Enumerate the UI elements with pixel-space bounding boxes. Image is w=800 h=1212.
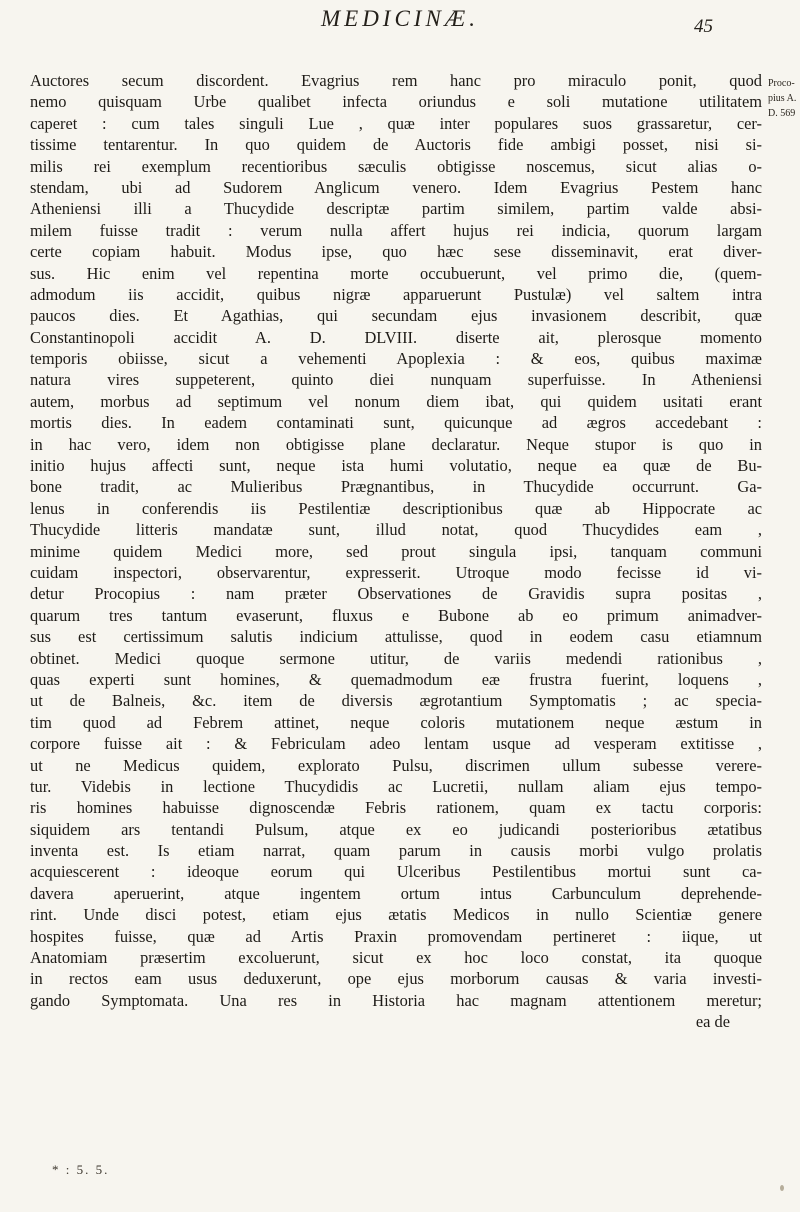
text-line: Constantinopoli accidit A. D. DLVIII. diserte ait, plerosque momento xyxy=(30,327,762,347)
ink-smudge xyxy=(780,1185,784,1191)
text-line: rint. Unde disci potest, etiam ejus ætatis Medicos in nullo Scientiæ genere xyxy=(30,905,762,925)
text-line: hospites fuisse, quæ ad Artis Praxin promovendam pertineret : iique, ut xyxy=(30,926,762,946)
text-line: ris homines habuisse dignoscendæ Febris rationem, quam ex tactu corporis: xyxy=(30,798,762,818)
text-line: tissime tentarentur. In quo quidem de Auctoris fide ambigi posset, nisi si- xyxy=(30,135,762,155)
margin-note-line: Proco- xyxy=(768,78,795,89)
text-line: stendam, ubi ad Sudorem Anglicum venero. Idem Evagrius Pestem hanc xyxy=(30,177,762,197)
text-line: lenus in conferendis iis Pestilentiæ descriptionibus quæ ab Hippocrate ac xyxy=(30,498,762,518)
running-head: MEDICINÆ. xyxy=(320,6,480,31)
text-line: temporis obiisse, sicut a vehementi Apoplexia : & eos, quibus maximæ xyxy=(30,349,762,369)
text-line: Thucydide litteris mandatæ sunt, illud notat, quod Thucydides eam , xyxy=(30,520,762,540)
catchword: ea de xyxy=(695,1012,730,1032)
text-line: in hac vero, idem non obtigisse plane declaratur. Neque stupor is quo in xyxy=(30,434,762,454)
margin-note xyxy=(768,76,798,121)
text-line: paucos dies. Et Agathias, qui secundam ejus invasionem describit, quæ xyxy=(30,306,762,326)
text-line: ut ne Medicus quidem, explorato Pulsu, discrimen ullum subesse verere- xyxy=(30,755,762,775)
text-line: minime quidem Medici more, sed prout singula ipsi, tanquam communi xyxy=(30,541,762,561)
text-line: tim quod ad Febrem attinet, neque coloris mutationem neque æstum in xyxy=(30,712,762,732)
text-line: gando Symptomata. Una res in Historia hac magnam attentionem meretur; xyxy=(30,990,762,1010)
text-line: sus. Hic enim vel repentina morte occubuerunt, vel primo die, (quem- xyxy=(30,263,762,283)
text-line: quas experti sunt homines, & quemadmodum eæ frustra fuerint, loquens , xyxy=(30,669,762,689)
text-line: detur Procopius : nam præter Observationes de Gravidis supra positas , xyxy=(30,584,762,604)
text-line: Atheniensi illi a Thucydide descriptæ partim similem, partim valde absi- xyxy=(30,199,762,219)
text-line: siquidem ars tentandi Pulsum, atque ex eo judicandi posterioribus ætatibus xyxy=(30,819,762,839)
text-line: ut de Balneis, &c. item de diversis ægrotantium Symptomatis ; ac specia- xyxy=(30,691,762,711)
text-line: in rectos eam usus deduxerunt, ope ejus morborum causas & varia investi- xyxy=(30,969,762,989)
text-line: sus est certissimum salutis indicium attulisse, quod in eodem casu etiamnum xyxy=(30,627,762,647)
text-line: quarum tres tantum evaserunt, fluxus e Bubone ab eo primum animadver- xyxy=(30,605,762,625)
text-line: milem fuisse tradit : verum nulla affert hujus rei indicia, quorum largam xyxy=(30,220,762,240)
signature-mark: * : 5. 5. xyxy=(52,1162,110,1177)
text-line: natura vires suppeterent, quinto diei nunquam superfuisse. In Atheniensi xyxy=(30,370,762,390)
text-line: certe copiam habuit. Modus ipse, quo hæc sese disseminavit, erat diver- xyxy=(30,242,762,262)
text-line: nemo quisquam Urbe qualibet infecta oriundus e soli mutatione utilitatem xyxy=(30,92,762,112)
text-line: Auctores secum discordent. Evagrius rem hanc pro miraculo ponit, quod xyxy=(30,71,762,90)
text-line: cuidam inspectori, observarentur, expresserit. Utroque modo fecisse id vi- xyxy=(30,562,762,582)
text-line: milis rei exemplum recentioribus sæculis obtigisse noscemus, sicut alias o- xyxy=(30,156,762,176)
text-line: davera aperuerint, atque ingentem ortum intus Carbunculum deprehende- xyxy=(30,883,762,903)
text-line: tur. Videbis in lectione Thucydidis ac Lucretii, nullam aliam ejus tempo- xyxy=(30,776,762,796)
text-line: admodum iis accidit, quibus nigræ apparuerunt Pustulæ) vel saltem intra xyxy=(30,284,762,304)
text-line: initio hujus affecti sunt, neque ista humi volutatio, neque ea quæ de Bu- xyxy=(30,456,762,476)
text-line: inventa est. Is etiam narrat, quam parum in causis morbi vulgo prolatis xyxy=(30,841,762,861)
margin-note-line: D. 569 xyxy=(768,108,796,119)
text-line: autem, morbus ad septimum vel nonum diem ibat, qui quidem usitati erant xyxy=(30,391,762,411)
text-line: mortis dies. In eadem contaminati sunt, quicunque ad ægros accedebant : xyxy=(30,413,762,433)
text-line: obtinet. Medici quoque sermone utitur, de variis medendi rationibus , xyxy=(30,648,762,668)
body-text xyxy=(30,70,762,1033)
text-line: Anatomiam præsertim excoluerunt, sicut ex hoc loco constat, ita quoque xyxy=(30,948,762,968)
text-line: bone tradit, ac Mulieribus Prægnantibus, in Thucydide occurrunt. Ga- xyxy=(30,477,762,497)
text-line: corpore fuisse ait : & Febriculam adeo lentam usque ad vesperam extitisse , xyxy=(30,734,762,754)
text-line: acquiescerent : ideoque eorum qui Ulceribus Pestilentibus mortui sunt ca- xyxy=(30,862,762,882)
text-line: caperet : cum tales singuli Lue , quæ inter populares suos grassaretur, cer- xyxy=(30,113,762,133)
margin-note-line: pius A. xyxy=(768,93,797,104)
page-number: 45 xyxy=(694,16,713,37)
